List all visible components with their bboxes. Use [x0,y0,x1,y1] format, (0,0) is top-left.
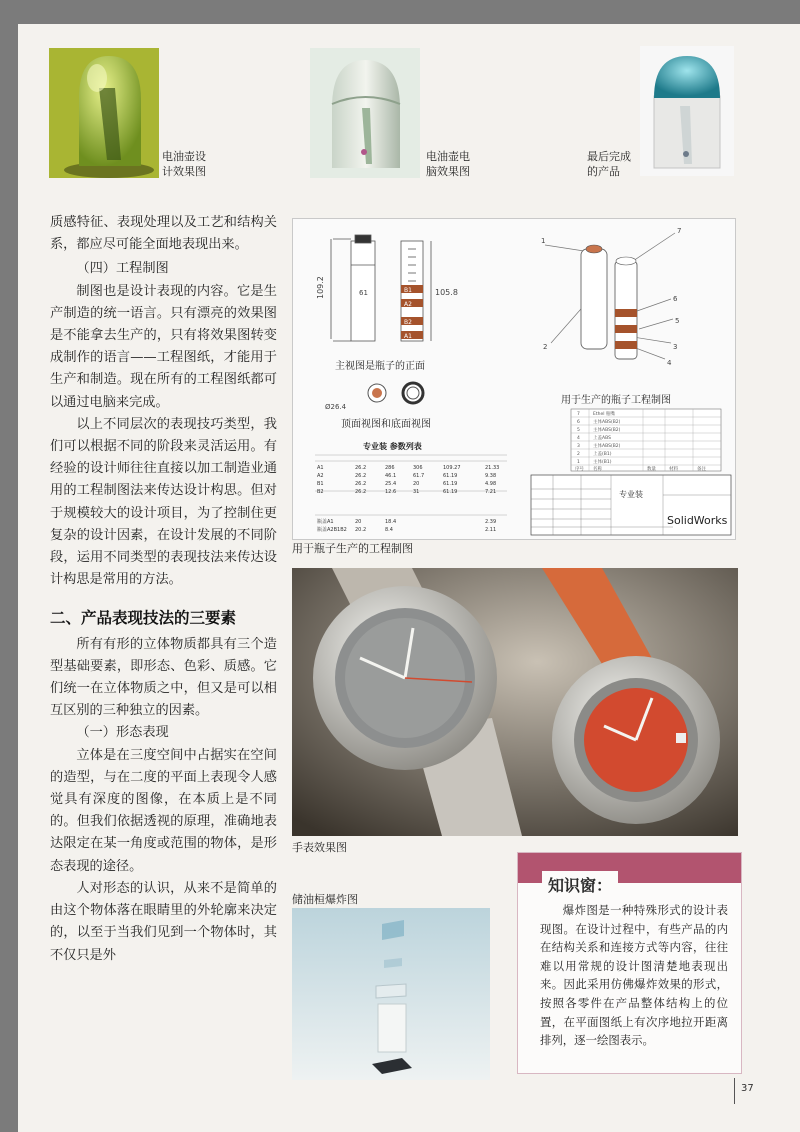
parameter-table-cell: 21.33 [485,465,500,471]
parameter-table-cell: 瓶盖A2B1B2 [317,527,347,533]
callout-2: 2 [543,343,548,351]
parameter-table-cell: 61.7 [413,473,425,479]
knowledge-window-title: 知识窗： [542,871,618,898]
parameter-table-cell: 109.27 [443,465,461,471]
parameter-table-cell: 20.2 [355,527,367,533]
paragraph-6: 人对形态的认识，从来不是简单的由这个物体落在眼睛里的外轮廓来决定的，以至于当我们见到一个物体时，其不仅只是外 [50,880,277,963]
kettle-render-photo [49,48,159,178]
production-drawing-label: 用于生产的瓶子工程制图 [561,395,671,406]
dim-body-label: 61 [359,289,368,297]
parameter-table-cell: 26.2 [355,465,367,471]
parts-list-name: 上盖ABS [593,436,611,441]
kettle-computer-photo [310,48,420,178]
parts-list-name: 主体(B1) [593,460,612,465]
final-product-caption: 最后完成的产品 [587,150,631,178]
paragraph-2: 制图也是设计表现的内容。它是生产制造的统一语言。只有漂亮的效果图是不能拿去生产的，只有将效果图转变成制作的语言——工程图纸，才能用于生产和制造。现在所有的工程图纸都可以通过电脑来完成。 [50,283,277,410]
parameter-table-cell: 61.19 [443,481,458,487]
parameter-table-cell: 61.19 [443,473,458,479]
storage-box-explosion-caption: 储油桓爆炸图 [292,893,358,906]
parameter-table-cell: 18.4 [385,519,397,525]
parts-list-name: 主体ABS(B2) [593,420,621,425]
section-heading: 二、产品表现技法的三要素 [50,609,237,628]
paragraph-5: 立体是在三度空间中占据实在空间的造型，与在二度的平面上表现令人感觉具有深度的图像，在本质上是不同的。但我们依据透视的原理，准确地表达限定在某一角度或范围的物体，是形态表现的途径。 [50,747,277,874]
parameter-table-cell: 26.2 [355,489,367,495]
parameter-table-cell: 2.11 [485,527,497,533]
storage-box-explosion-photo [292,908,490,1080]
parts-header-name: 名称 [593,467,602,472]
band-label-a2: A2 [404,301,412,308]
parameter-table-cell: 8.4 [385,527,393,533]
parameter-table-cell: 9.38 [485,473,497,479]
page-number-rule [734,1078,735,1104]
parameter-table-cell: 26.2 [355,473,367,479]
callout-1: 1 [541,237,546,245]
watch-photo [292,568,738,836]
callout-5: 5 [675,317,680,325]
main-text-column [50,212,277,967]
parts-list-number: 1 [577,460,580,465]
knowledge-window-text: 爆炸图是一种特殊形式的设计表现图。在设计过程中，有些产品的内在结构关系和连接方式等内容，往往难以用常规的设计图清楚地表现出来。因此采用仿佛爆炸效果的形式，按照各零件在产品整体结构上的位置，在平面图纸上有次序地拉开距离排列，逐一绘图表示。 [540,903,728,1048]
parameter-table [315,441,507,515]
title-block-name: 专业装 [619,490,643,499]
kettle-computer-caption: 电油壶电脑效果图 [426,150,470,178]
parameter-table-cell: 26.2 [355,481,367,487]
callout-4: 4 [667,359,672,367]
parts-list-number: 7 [577,412,580,417]
parameter-table-cell: 286 [385,465,395,471]
top-bottom-view-label: 顶面视图和底面视图 [341,419,431,430]
callout-7: 7 [677,227,682,235]
parameter-table-cell: A2 [317,473,324,479]
callout-6: 6 [673,295,678,303]
kettle-render-caption: 电油壶设计效果图 [162,150,206,178]
parameter-table-cell: 7.21 [485,489,497,495]
parameter-table-cell: A1 [317,465,324,471]
parameter-table-cell: B2 [317,489,324,495]
knowledge-window-body [540,901,728,1050]
parts-list-name: 上盖(B1) [593,452,612,457]
paragraph-3: 以上不同层次的表现技巧类型，我们可以根据不同的阶段来灵活运用。有经验的设计师往往直接以加工制造业通用的工程制图法来传达设计构思。但对于规模较大的设计项目，为了控制住更复杂的设计因素，在设计发展的不同阶段，运用不同类型的表现技法来传达设计构思是常用的方法。 [50,416,277,588]
parts-header-no: 序号 [575,467,584,472]
callout-3: 3 [673,343,678,351]
parts-list-number: 2 [577,452,580,457]
dim-front-height: 109.2 [316,276,325,299]
parts-header-qty: 数量 [647,467,656,472]
parameter-table-cell: 20 [355,519,362,525]
parts-list-name: 主体ABS(B2) [593,428,621,433]
parameter-table-cell: 306 [413,465,423,471]
bottle-drawing-caption: 用于瓶子生产的工程制图 [292,542,413,555]
dim-circle: Ø26.4 [325,403,347,411]
parameter-table-cell: 2.39 [485,519,497,525]
parameter-table-cell: 20 [413,481,420,487]
parameter-table-cell: 31 [413,489,420,495]
parts-list-number: 5 [577,428,580,433]
band-label-b2: B2 [404,319,412,326]
subheading-engineering-drawing: （四）工程制图 [76,261,169,277]
parameter-table-cell: 61.19 [443,489,458,495]
parameter-table-cell: 25.4 [385,481,397,487]
software-logo: SolidWorks [667,514,728,527]
parameter-table-cell: 瓶盖A1 [317,519,334,525]
parts-list-name: Ethel 瓶嘴 [593,412,615,417]
page-number: 37 [741,1083,754,1094]
knowledge-window [517,852,742,1074]
parts-header-note: 备注 [697,467,706,472]
dim-right-height: 105.8 [435,288,458,297]
parameter-table-cell: 46.1 [385,473,397,479]
final-product-photo [640,46,734,176]
engineering-drawing [292,218,736,540]
parameter-table-cell: 12.6 [385,489,397,495]
paragraph-1: 质感特征、表现处理以及工艺和结构关系，都应尽可能全面地表现出来。 [50,215,277,253]
front-view-label: 主视图是瓶子的正面 [335,361,425,372]
parameter-table-title: 专业装 参数列表 [363,441,422,451]
parts-list-number: 6 [577,420,580,425]
parts-list-number: 4 [577,436,580,441]
paragraph-4: 所有有形的立体物质都具有三个造型基础要素，即形态、色彩、质感。它们统一在立体物质之中，但又是可以相互区别的三种独立的因素。 [50,636,277,719]
parameter-table-cell: 4.98 [485,481,497,487]
watch-render-caption: 手表效果图 [292,841,347,854]
parameter-table-cell: B1 [317,481,324,487]
parts-header-material: 材料 [669,467,678,472]
band-label-b1: B1 [404,287,412,294]
subheading-form-expression: （一）形态表现 [76,725,169,741]
parts-list-number: 3 [577,444,580,449]
parts-list-name: 主体ABS(B2) [593,444,621,449]
band-label-a1: A1 [404,333,412,340]
